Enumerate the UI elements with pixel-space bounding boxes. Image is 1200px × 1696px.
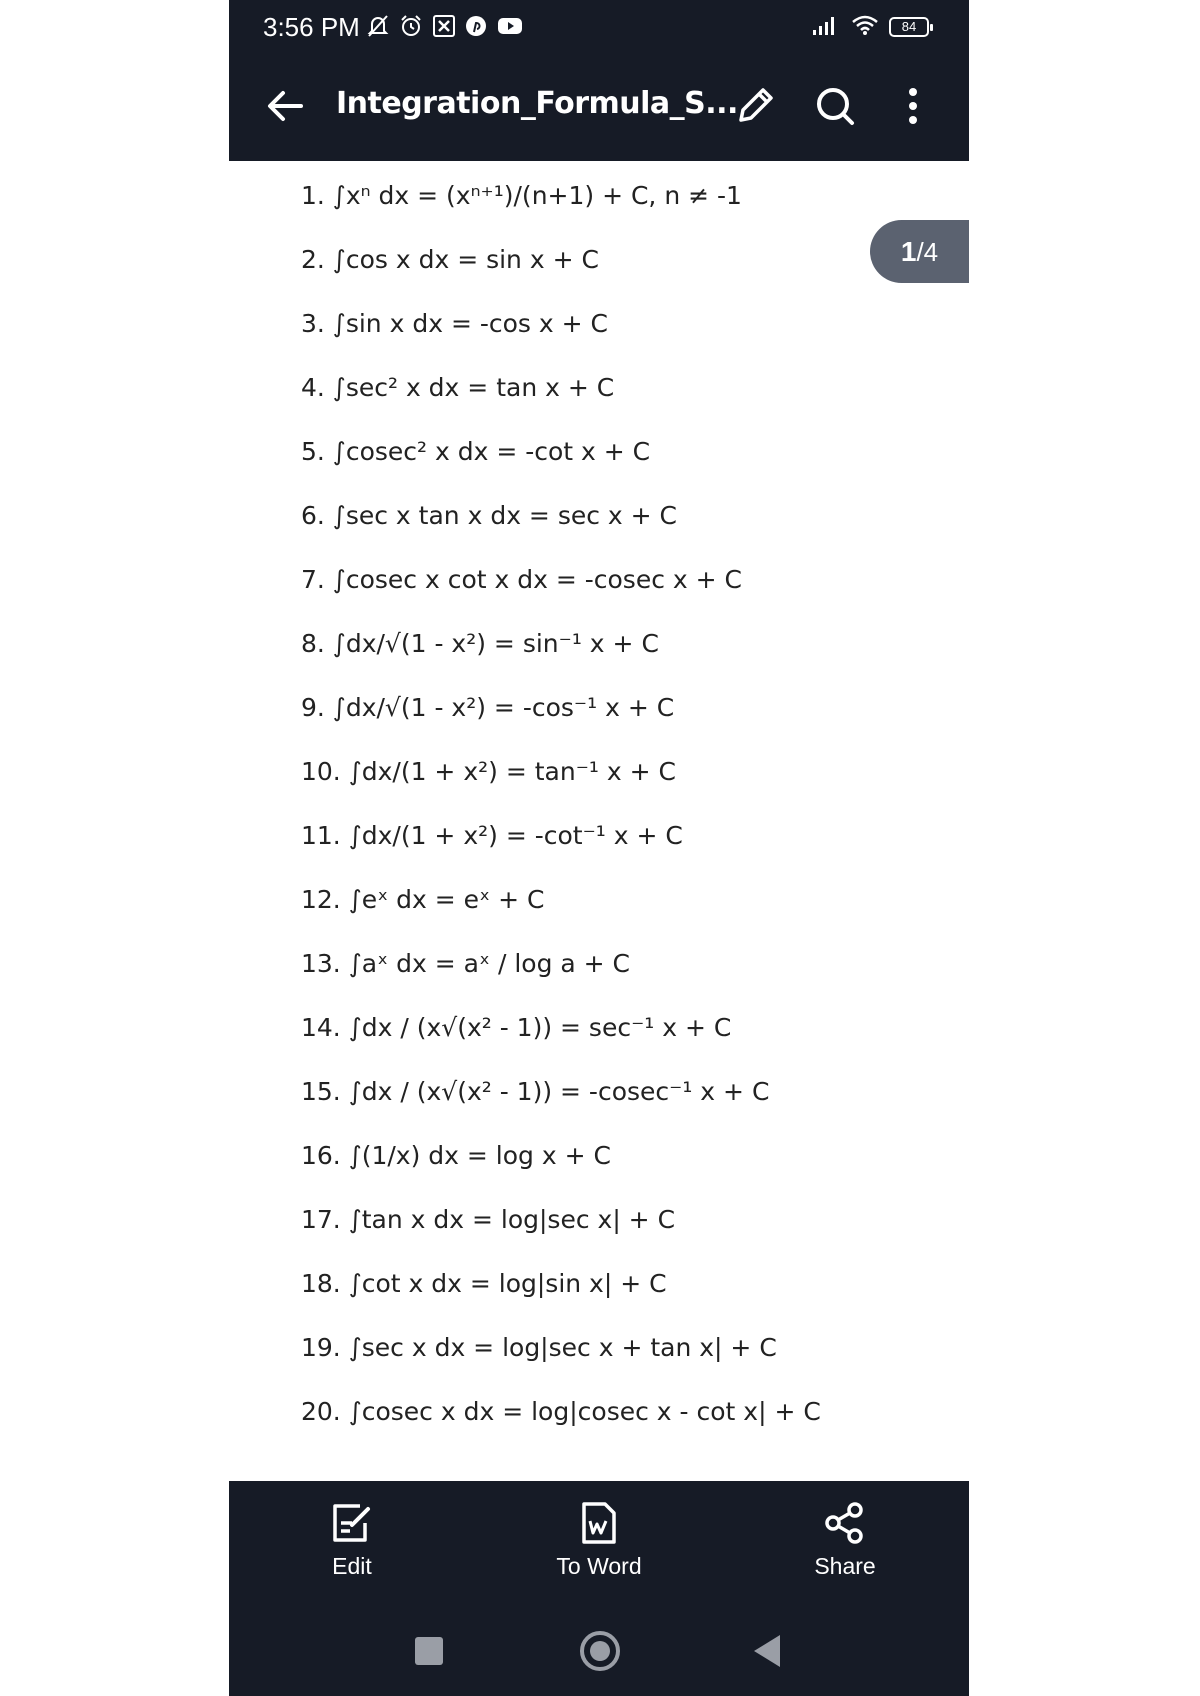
search-icon[interactable] [813, 84, 857, 128]
formula-item: 9. ∫dx/√(1 - x²) = -cos⁻¹ x + C [301, 693, 675, 722]
formula-list [301, 178, 821, 1458]
pinterest-icon [465, 15, 487, 37]
status-bar [229, 0, 969, 56]
formula-item: 17. ∫tan x dx = log|sec x| + C [301, 1205, 676, 1234]
formula-item: 18. ∫cot x dx = log|sin x| + C [301, 1269, 667, 1298]
edit-document-icon [272, 1501, 432, 1545]
formula-item: 16. ∫(1/x) dx = log x + C [301, 1141, 611, 1170]
back-arrow-icon[interactable] [263, 84, 307, 128]
signal-icon [811, 14, 841, 40]
formula-item: 11. ∫dx/(1 + x²) = -cot⁻¹ x + C [301, 821, 683, 850]
more-vertical-icon[interactable] [891, 84, 935, 128]
recent-apps-icon[interactable] [407, 1629, 451, 1673]
bottom-panel [229, 1481, 969, 1696]
share-button[interactable] [765, 1501, 925, 1601]
system-status-icons [811, 14, 929, 40]
formula-item: 10. ∫dx/(1 + x²) = tan⁻¹ x + C [301, 757, 676, 786]
wifi-icon [851, 14, 879, 40]
formula-item: 2. ∫cos x dx = sin x + C [301, 245, 599, 274]
formula-item: 3. ∫sin x dx = -cos x + C [301, 309, 608, 338]
pencil-icon[interactable] [733, 84, 777, 128]
notification-icons [367, 14, 523, 38]
youtube-icon [497, 16, 523, 36]
home-icon[interactable] [578, 1629, 622, 1673]
gallery-icon [433, 15, 455, 37]
to-word-button[interactable] [519, 1501, 679, 1601]
share-icon [765, 1501, 925, 1545]
phone-screen [229, 0, 969, 1696]
formula-item: 8. ∫dx/√(1 - x²) = sin⁻¹ x + C [301, 629, 659, 658]
formula-item: 19. ∫sec x dx = log|sec x + tan x| + C [301, 1333, 777, 1362]
formula-item: 13. ∫aˣ dx = aˣ / log a + C [301, 949, 631, 978]
mute-bell-icon [367, 14, 389, 38]
page-current: 1 [900, 236, 917, 267]
back-triangle-icon[interactable] [746, 1629, 790, 1673]
page-indicator [870, 220, 969, 283]
formula-item: 20. ∫cosec x dx = log|cosec x - cot x| + C [301, 1397, 821, 1426]
battery-icon: 84 [889, 17, 929, 37]
document-title: Integration_Formula_S... [336, 86, 738, 121]
edit-button[interactable] [272, 1501, 432, 1601]
edit-label: Edit [332, 1553, 372, 1579]
formula-item: 4. ∫sec² x dx = tan x + C [301, 373, 615, 402]
alarm-icon [399, 14, 423, 38]
to-word-label: To Word [556, 1553, 642, 1579]
top-header [229, 0, 969, 161]
formula-item: 12. ∫eˣ dx = eˣ + C [301, 885, 545, 914]
formula-item: 5. ∫cosec² x dx = -cot x + C [301, 437, 651, 466]
formula-item: 15. ∫dx / (x√(x² - 1)) = -cosec⁻¹ x + C [301, 1077, 770, 1106]
formula-item: 1. ∫xⁿ dx = (xⁿ⁺¹)/(n+1) + C, n ≠ -1 [301, 181, 742, 210]
word-document-icon [519, 1501, 679, 1545]
page-total: /4 [916, 237, 939, 267]
formula-item: 14. ∫dx / (x√(x² - 1)) = sec⁻¹ x + C [301, 1013, 732, 1042]
bottom-action-bar [229, 1481, 969, 1601]
status-time: 3:56 PM [263, 12, 360, 42]
app-bar [229, 70, 969, 142]
formula-item: 7. ∫cosec x cot x dx = -cosec x + C [301, 565, 742, 594]
formula-item: 6. ∫sec x tan x dx = sec x + C [301, 501, 678, 530]
share-label: Share [814, 1553, 876, 1579]
system-nav-bar [229, 1621, 969, 1681]
